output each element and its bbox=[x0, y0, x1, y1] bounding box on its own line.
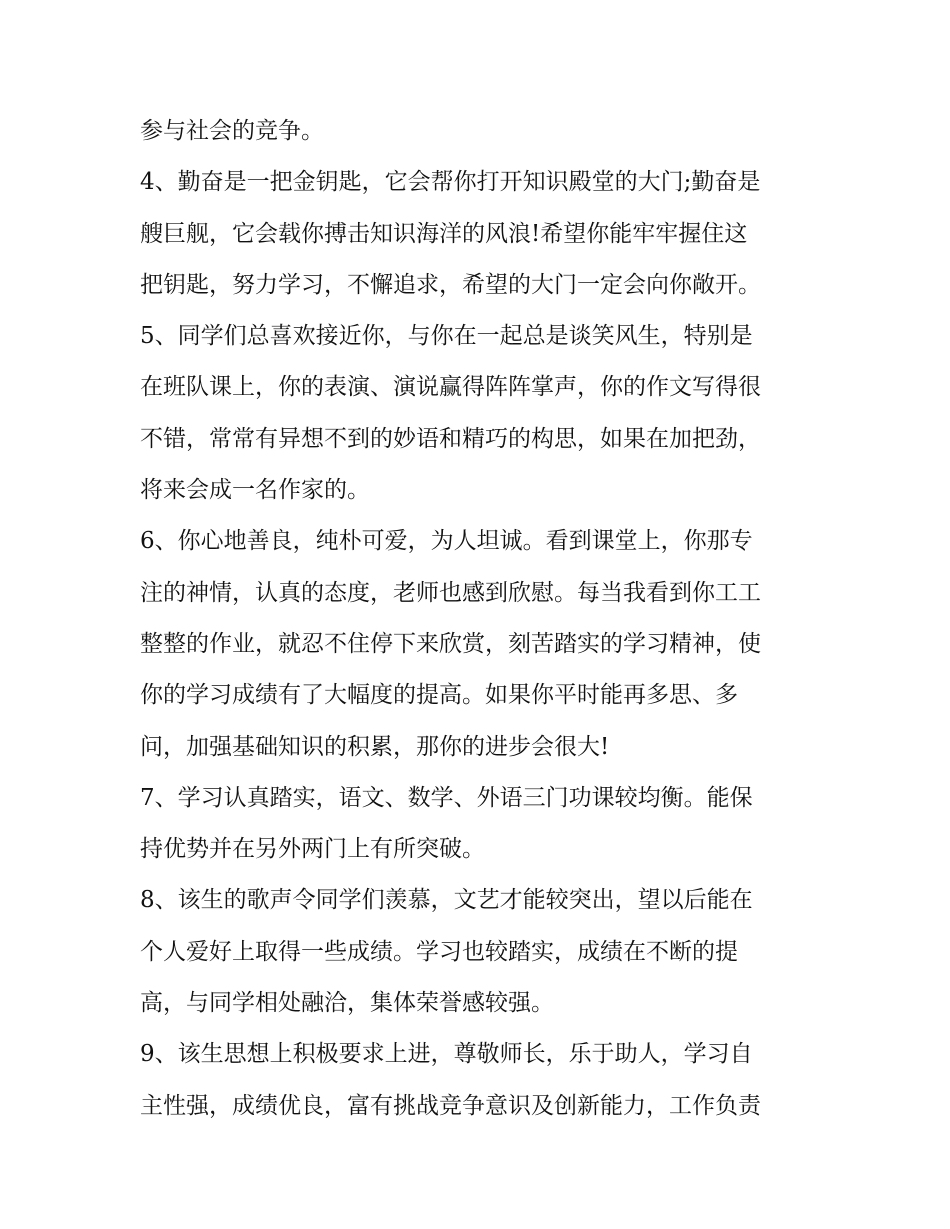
text-line: 不错，常常有异想不到的妙语和精巧的构思，如果在加把劲， bbox=[140, 425, 761, 452]
text-line: 你的学习成绩有了大幅度的提高。如果你平时能再多思、多 bbox=[140, 682, 738, 709]
body-text bbox=[140, 106, 820, 1132]
text-line: 4、勤奋是一把金钥匙，它会帮你打开知识殿堂的大门;勤奋是 bbox=[140, 169, 761, 196]
text-line: 7、学习认真踏实，语文、数学、外语三门功课较均衡。能保 bbox=[140, 784, 753, 811]
text-line: 9、该生思想上积极要求上进，尊敬师长，乐于助人，学习自 bbox=[140, 1041, 753, 1068]
text-line: 艘巨舰，它会载你搏击知识海洋的风浪!希望你能牢牢握住这 bbox=[140, 220, 748, 247]
text-line: 主性强，成绩优良，富有挑战竞争意识及创新能力，工作负责 bbox=[140, 1092, 761, 1119]
text-line: 在班队课上，你的表演、演说赢得阵阵掌声，你的作文写得很 bbox=[140, 374, 761, 401]
text-line: 8、该生的歌声令同学们羡慕，文艺才能较突出，望以后能在 bbox=[140, 887, 753, 914]
text-line: 6、你心地善良，纯朴可爱，为人坦诚。看到课堂上，你那专 bbox=[140, 528, 753, 555]
text-line: 注的神情，认真的态度，老师也感到欣慰。每当我看到你工工 bbox=[140, 579, 761, 606]
text-line: 高，与同学相处融洽，集体荣誉感较强。 bbox=[140, 990, 554, 1017]
text-line: 将来会成一名作家的。 bbox=[140, 477, 370, 504]
text-line: 整整的作业，就忍不住停下来欣赏，刻苦踏实的学习精神，使 bbox=[140, 630, 761, 657]
text-line: 参与社会的竞争。 bbox=[140, 118, 324, 144]
text-line: 持优势并在另外两门上有所突破。 bbox=[140, 836, 485, 863]
text-line: 5、同学们总喜欢接近你，与你在一起总是谈笑风生，特别是 bbox=[140, 323, 753, 350]
text-line: 把钥匙，努力学习，不懈追求，希望的大门一定会向你敞开。 bbox=[140, 271, 761, 298]
text-line: 问，加强基础知识的积累，那你的进步会很大! bbox=[140, 733, 610, 760]
text-line: 个人爱好上取得一些成绩。学习也较踏实，成绩在不断的提 bbox=[140, 938, 738, 965]
